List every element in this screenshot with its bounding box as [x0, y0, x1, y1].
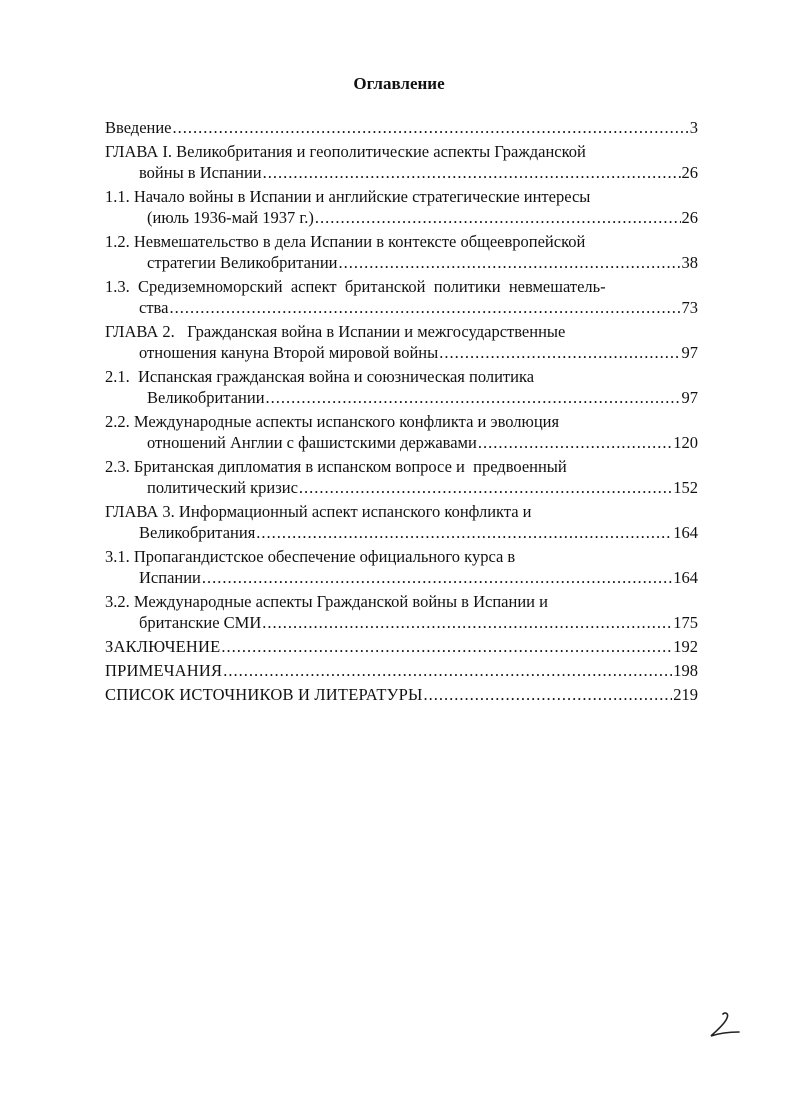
- toc-entry-bibliography[interactable]: [105, 684, 698, 705]
- dot-leader: [262, 612, 672, 633]
- toc-page-number: 192: [673, 637, 698, 656]
- toc-page-number: 97: [681, 388, 698, 407]
- toc-page-number: 152: [673, 478, 698, 497]
- dot-leader: [256, 522, 672, 543]
- toc-entry-conclusion[interactable]: [105, 636, 698, 657]
- toc-entry-label: 1.2. Невмешательство в дела Испании в контексте общеевропейской: [105, 232, 586, 251]
- toc-entry-label: 3.2. Международные аспекты Гражданской войны в Испании и: [105, 592, 548, 611]
- dot-leader: [266, 387, 681, 408]
- dot-leader: [223, 660, 672, 681]
- toc-entry-intro[interactable]: [105, 117, 698, 138]
- toc-page-number: 164: [673, 523, 698, 542]
- toc-entry-3-2[interactable]: [105, 591, 698, 633]
- toc-entry-2-3[interactable]: [105, 456, 698, 498]
- toc-page-number: 175: [673, 613, 698, 632]
- toc-entry-chapter-2[interactable]: [105, 321, 698, 363]
- toc-entry-label-cont: (июль 1936-май 1937 г.): [147, 208, 314, 227]
- dot-leader: [169, 297, 680, 318]
- toc-entry-label: ПРИМЕЧАНИЯ: [105, 661, 223, 680]
- toc-page-number: 97: [681, 343, 698, 362]
- toc-entry-notes[interactable]: [105, 660, 698, 681]
- dot-leader: [439, 342, 680, 363]
- dot-leader: [221, 636, 672, 657]
- toc-page-number: 219: [673, 685, 698, 704]
- toc-entry-label: 2.1. Испанская гражданская война и союзническая политика: [105, 367, 535, 386]
- toc-page-number: 120: [673, 433, 698, 452]
- toc-entry-2-2[interactable]: [105, 411, 698, 453]
- toc-entry-1-3[interactable]: [105, 276, 698, 318]
- dot-leader: [315, 207, 681, 228]
- toc-entry-2-1[interactable]: [105, 366, 698, 408]
- toc-entry-label: 2.3. Британская дипломатия в испанском вопросе и предвоенный: [105, 457, 567, 476]
- toc-entry-1-2[interactable]: [105, 231, 698, 273]
- toc-entry-label: Введение: [105, 118, 172, 137]
- toc-entry-chapter-1[interactable]: [105, 141, 698, 183]
- toc-entry-label-cont: войны в Испании: [139, 163, 262, 182]
- table-of-contents: [105, 117, 698, 708]
- toc-entry-label-cont: Великобритании: [147, 388, 265, 407]
- toc-entry-label: ГЛАВА 2. Гражданская война в Испании и межгосударственные: [105, 322, 566, 341]
- toc-page-number: 26: [681, 163, 698, 182]
- dot-leader: [173, 117, 689, 138]
- toc-entry-label: ГЛАВА I. Великобритания и геополитические аспекты Гражданской: [105, 142, 586, 161]
- dot-leader: [299, 477, 672, 498]
- toc-entry-label-cont: стратегии Великобритании: [147, 253, 338, 272]
- toc-entry-chapter-3[interactable]: [105, 501, 698, 543]
- toc-page-number: 164: [673, 568, 698, 587]
- toc-page-number: 198: [673, 661, 698, 680]
- toc-entry-3-1[interactable]: [105, 546, 698, 588]
- toc-entry-label-cont: британские СМИ: [139, 613, 262, 632]
- toc-page-number: 38: [681, 253, 698, 272]
- dot-leader: [478, 432, 672, 453]
- dot-leader: [202, 567, 672, 588]
- toc-entry-1-1[interactable]: [105, 186, 698, 228]
- toc-entry-label: 1.3. Средиземноморский аспект британской политики невмешатель-: [105, 277, 606, 296]
- toc-entry-label: 1.1. Начало войны в Испании и английские стратегические интересы: [105, 187, 591, 206]
- toc-entry-label-cont: Великобритания: [139, 523, 256, 542]
- toc-entry-label-cont: отношения кануна Второй мировой войны: [139, 343, 439, 362]
- toc-entry-label: ГЛАВА 3. Информационный аспект испанского конфликта и: [105, 502, 532, 521]
- toc-page-number: 26: [681, 208, 698, 227]
- dot-leader: [339, 252, 681, 273]
- toc-entry-label: СПИСОК ИСТОЧНИКОВ И ЛИТЕРАТУРЫ: [105, 685, 423, 704]
- toc-page-number: 73: [681, 298, 698, 317]
- toc-entry-label-cont: политический кризис: [147, 478, 298, 497]
- dot-leader: [263, 162, 681, 183]
- toc-entry-label-cont: Испании: [139, 568, 201, 587]
- page-title: Оглавление: [353, 74, 445, 93]
- dot-leader: [424, 684, 673, 705]
- toc-page-number: 3: [689, 118, 698, 137]
- toc-entry-label-cont: отношений Англии с фашистскими державами: [147, 433, 477, 452]
- handwritten-signature-mark: [705, 1010, 745, 1040]
- toc-entry-label-cont: ства: [139, 298, 169, 317]
- toc-entry-label: 2.2. Международные аспекты испанского конфликта и эволюция: [105, 412, 560, 431]
- toc-entry-label: ЗАКЛЮЧЕНИЕ: [105, 637, 221, 656]
- toc-entry-label: 3.1. Пропагандистское обеспечение официального курса в: [105, 547, 516, 566]
